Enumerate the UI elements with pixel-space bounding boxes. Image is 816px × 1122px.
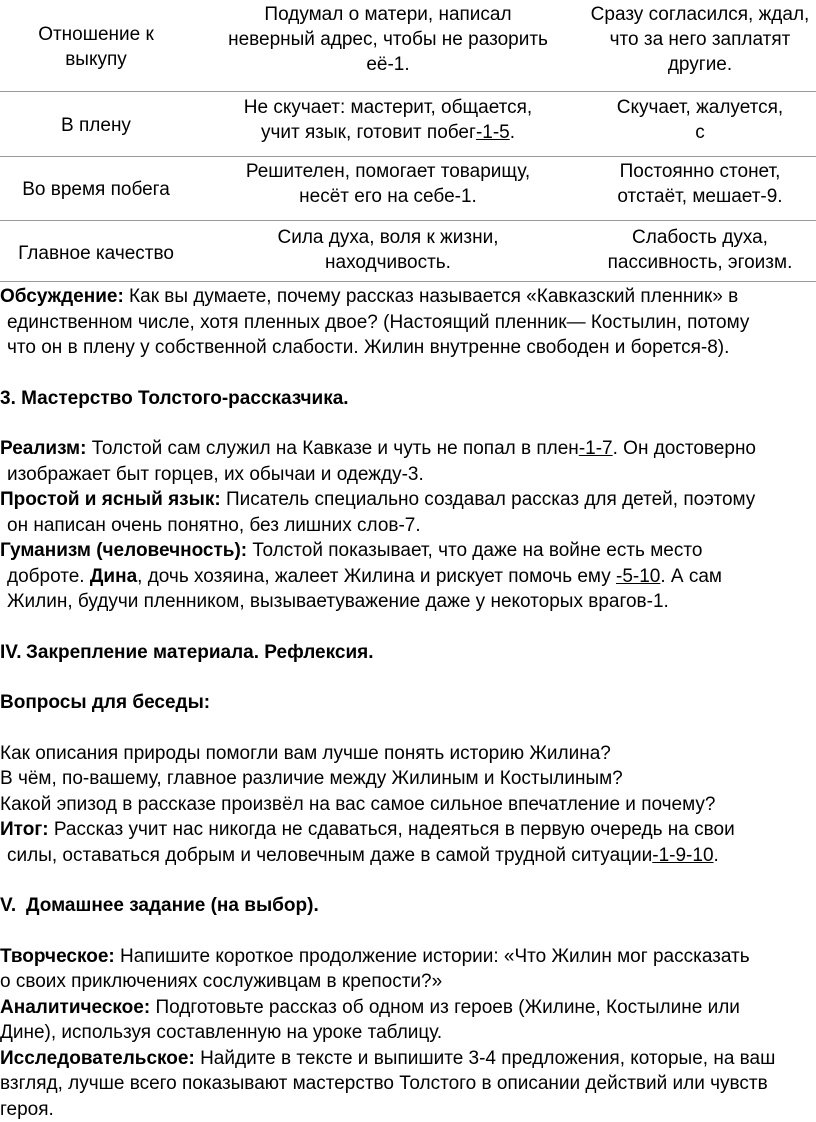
row-label: Отношение к выкупу [0,0,192,92]
humanism-paragraph [0,538,816,615]
question-item: В чём, по-вашему, главное различие между Жилиным и Костылиным? [0,766,816,792]
language-text: он написан очень понятно, без лишних слов-7. [0,513,816,539]
section-number: V. [0,893,26,919]
section-number: IV. [0,640,26,666]
humanism-text: Жилин, будучи пленником, вызываетуважение даже у некоторых врагов-1. [0,589,816,615]
kostylin-cell: Сразу согласился, ждал, что за него заплатят другие. [584,0,816,92]
text-reference: -1-7 [579,438,613,459]
zhilin-cell: Сила духа, воля к жизни, находчивость. [192,221,584,282]
discussion-text: единственном числе, хотя пленных двое? (Настоящий пленник— Костылин, потому [0,310,816,336]
table-row [0,221,816,282]
question-item: Какой эпизод в рассказе произвёл на вас самое сильное впечатление и почему? [0,792,816,818]
text-reference: -1-5 [476,122,510,143]
kostylin-cell: Слабость духа, пассивность, эгоизм. [584,221,816,282]
realism-text: . Он достоверно [613,438,756,459]
discussion-label: Обсуждение: [0,286,124,307]
research-text: взгляд, лучше всего показывают мастерство Толстого в описании действий или чувств [0,1073,768,1094]
humanism-label: Гуманизм (человечность): [0,540,247,561]
section-5-heading [0,893,816,919]
comparison-table [0,0,816,282]
research-text: героя. [0,1099,54,1120]
realism-label: Реализм: [0,438,86,459]
research-text: Найдите в тексте и выпишите 3-4 предложения, которые, на ваш [195,1048,776,1069]
kostylin-cell: Скучает, жалуется, с [584,92,816,157]
realism-paragraph [0,436,816,487]
zhilin-cell [192,92,584,157]
questions-heading: Вопросы для беседы: [0,690,816,716]
creative-text: Напишите короткое продолжение истории: «Что Жилин мог рассказать [115,946,750,967]
language-paragraph [0,487,816,538]
humanism-text [0,564,816,590]
dina-name: Дина [90,566,137,587]
result-label: Итог: [0,819,49,840]
analytic-label: Аналитическое: [0,997,150,1018]
research-label: Исследовательское: [0,1048,195,1069]
section-title: Закрепление материала. Рефлексия. [26,642,373,663]
realism-text: Толстой сам служил на Кавказе и чуть не попал в плен [86,438,578,459]
document-body [0,284,816,1122]
discussion-text: что он в плену у собственной слабости. Жилин внутренне свободен и борется-8). [0,335,816,361]
humanism-text: Толстой показывает, что даже на войне есть место [247,540,702,561]
realism-text: изображает быт горцев, их обычаи и одежду-3. [0,462,816,488]
section-3-heading: 3. Мастерство Толстого-рассказчика. [0,386,816,412]
section-4-heading [0,640,816,666]
row-label: Во время побега [0,157,192,221]
cell-text-end: . [510,122,515,143]
table-row [0,0,816,92]
section-title: Домашнее задание (на выбор). [26,895,319,916]
language-label: Простой и ясный язык: [0,489,221,510]
result-text-part: . [714,845,719,866]
research-task [0,1046,816,1122]
humanism-text-part: . А сам [660,566,722,587]
humanism-text-part: доброте. [7,566,90,587]
analytic-text: Дине), используя составленную на уроке таблицу. [0,1022,442,1043]
row-label: Главное качество [0,221,192,282]
zhilin-cell: Подумал о матери, написал неверный адрес, чтобы не разорить её-1. [192,0,584,92]
table-row [0,157,816,221]
question-item: Как описания природы помогли вам лучше понять историю Жилина? [0,741,816,767]
kostylin-cell: Постоянно стонет, отстаёт, мешает-9. [584,157,816,221]
analytic-task [0,995,816,1046]
result-text: Рассказ учит нас никогда не сдаваться, надеяться в первую очередь на свои [49,819,735,840]
result-paragraph [0,817,816,868]
discussion-text: Как вы думаете, почему рассказ называется «Кавказский пленник» в [124,286,738,307]
language-text: Писатель специально создавал рассказ для детей, поэтому [221,489,756,510]
result-text-part: силы, оставаться добрым и человечным даже в самой трудной ситуации [7,845,652,866]
creative-task [0,944,816,995]
text-reference: -1-9-10 [652,845,713,866]
discussion-paragraph [0,284,816,361]
zhilin-cell: Решителен, помогает товарищу, несёт его на себе-1. [192,157,584,221]
row-label: В плену [0,92,192,157]
result-text [0,843,816,869]
text-reference: -5-10 [616,566,660,587]
analytic-text: Подготовьте рассказ об одном из героев (Жилине, Костылине или [150,997,740,1018]
cell-text: Не скучает: мастерит, общается, учит язык, готовит побег [244,97,532,143]
creative-label: Творческое: [0,946,115,967]
table-row [0,92,816,157]
humanism-text-part: , дочь хозяина, жалеет Жилина и рискует помочь ему [137,566,616,587]
creative-text: о своих приключениях сослуживцам в крепости?» [0,971,442,992]
